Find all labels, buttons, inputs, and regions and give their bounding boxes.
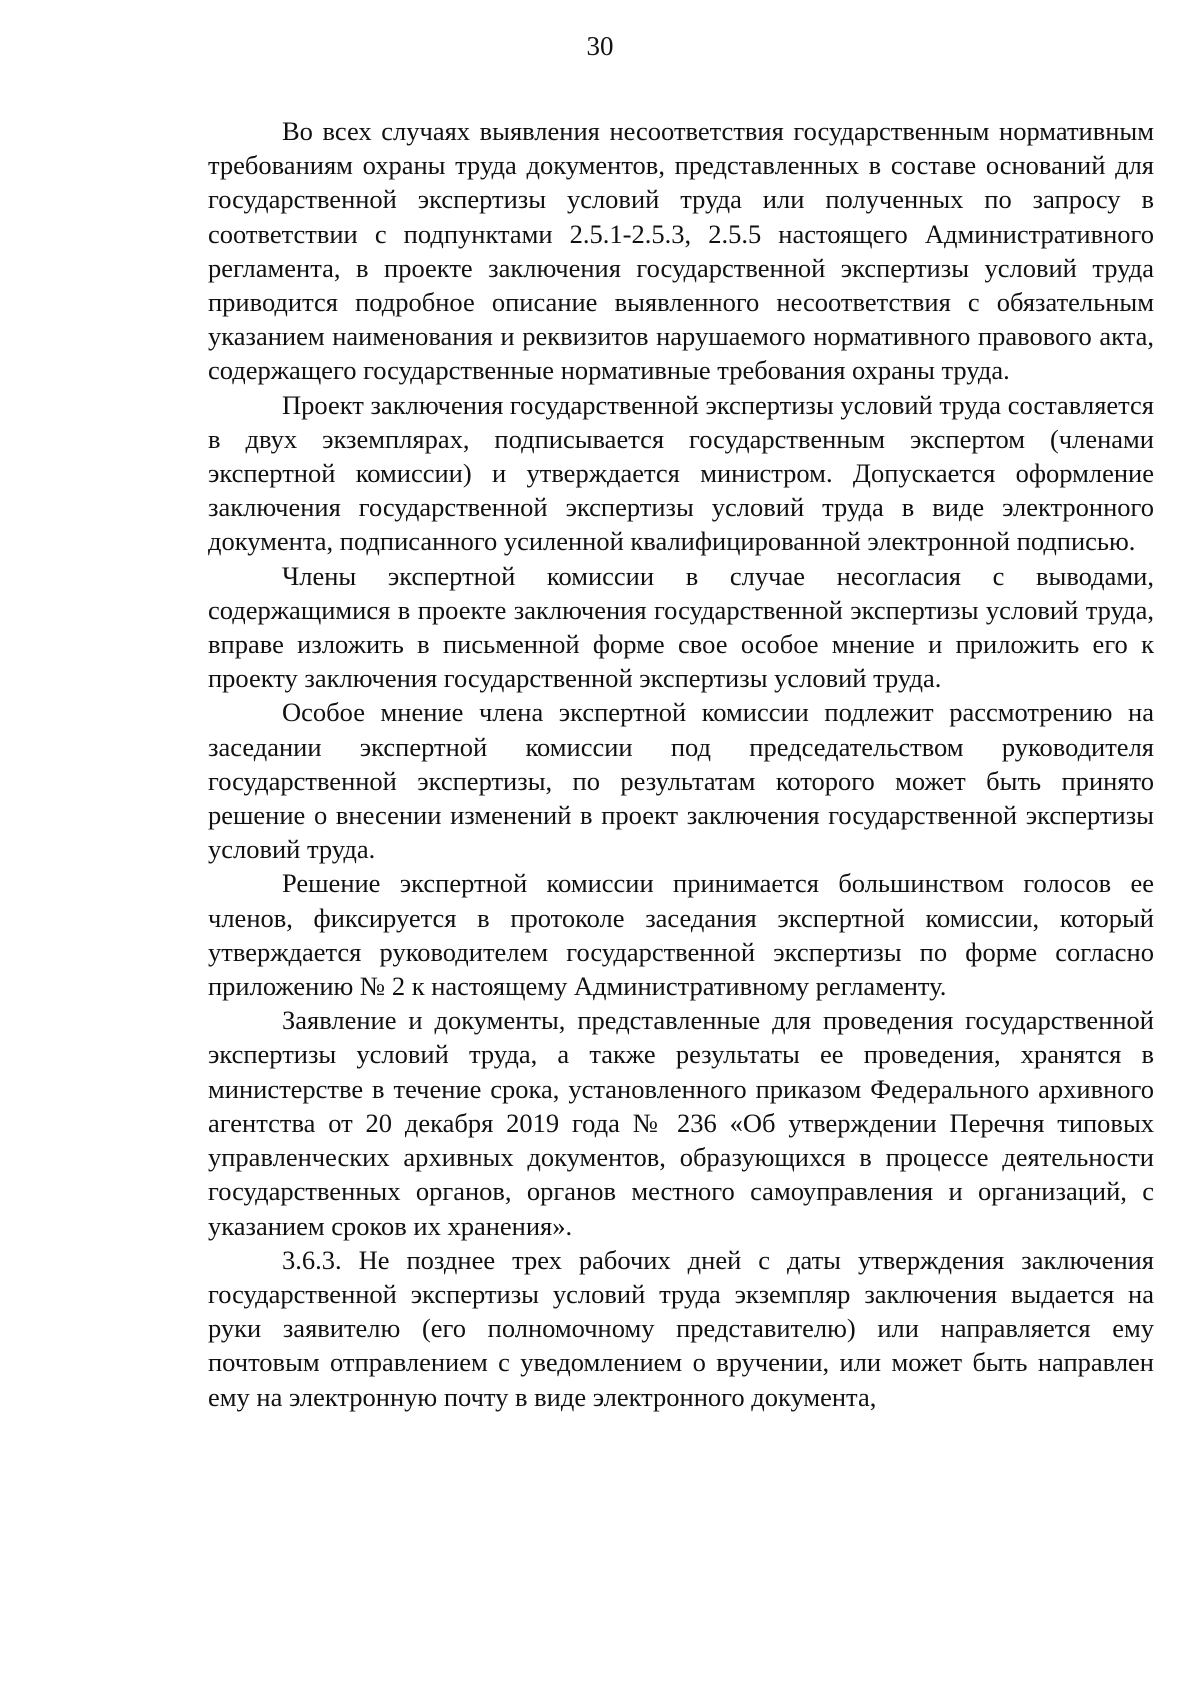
paragraph-draft-conclusion: Проект заключения государственной экспертизы условий труда составляется в двух экземплярах, подписывается государственным экспертом (членами экспертной комиссии) и утверждается министром. Допускается оформление заключения государственной экспертизы условий труда в виде электронного документа, подписанного усиленной квалифицированной электронной подписью. bbox=[208, 389, 1154, 557]
page-number: 30 bbox=[586, 31, 614, 61]
document-body bbox=[208, 114, 1154, 1414]
paragraph-special-opinion: Особое мнение члена экспертной комиссии подлежит рассмотрению на заседании экспертной комиссии под председательством руководителя государственной экспертизы, по результатам которого может быть принято решение о внесении изменений в проект заключения государственной экспертизы условий труда. bbox=[208, 697, 1154, 865]
paragraph-nonconformity-description: Во всех случаях выявления несоответствия государственным нормативным требованиям охраны труда документов, представленных в составе оснований для государственной экспертизы условий труда или полученных по запросу в соответствии с подпунктами 2.5.1-2.5.3, 2.5.5 настоящего Административного регламента, в проекте заключения государственной экспертизы условий труда приводится подробное описание выявленного несоответствия с обязательным указанием наименования и реквизитов нарушаемого нормативного правового акта, содержащего государственные нормативные требования охраны труда. bbox=[208, 116, 1154, 386]
paragraph-3-6-3-issuance: 3.6.3. Не позднее трех рабочих дней с даты утверждения заключения государственной экспертизы условий труда экземпляр заключения выдается на руки заявителю (его полномочному представителю) или направляется ему почтовым отправлением с уведомлением о вручении, или может быть направлен ему на электронную почту в виде электронного документа, bbox=[208, 1244, 1154, 1412]
paragraph-document-storage: Заявление и документы, представленные для проведения государственной экспертизы условий труда, а также результаты ее проведения, хранятся в министерстве в течение срока, установленного приказом Федерального архивного агентства от 20 декабря 2019 года № 236 «Об утверждении Перечня типовых управленческих архивных документов, образующихся в процессе деятельности государственных органов, органов местного самоуправления и организаций, с указанием сроков их хранения». bbox=[208, 1005, 1154, 1241]
paragraph-commission-disagreement: Члены экспертной комиссии в случае несогласия с выводами, содержащимися в проекте заключения государственной экспертизы условий труда, вправе изложить в письменной форме свое особое мнение и приложить его к проекту заключения государственной экспертизы условий труда. bbox=[208, 560, 1154, 694]
paragraph-commission-decision: Решение экспертной комиссии принимается большинством голосов ее членов, фиксируется в протоколе заседания экспертной комиссии, который утверждается руководителем государственной экспертизы по форме согласно приложению № 2 к настоящему Административному регламенту. bbox=[208, 868, 1154, 1002]
